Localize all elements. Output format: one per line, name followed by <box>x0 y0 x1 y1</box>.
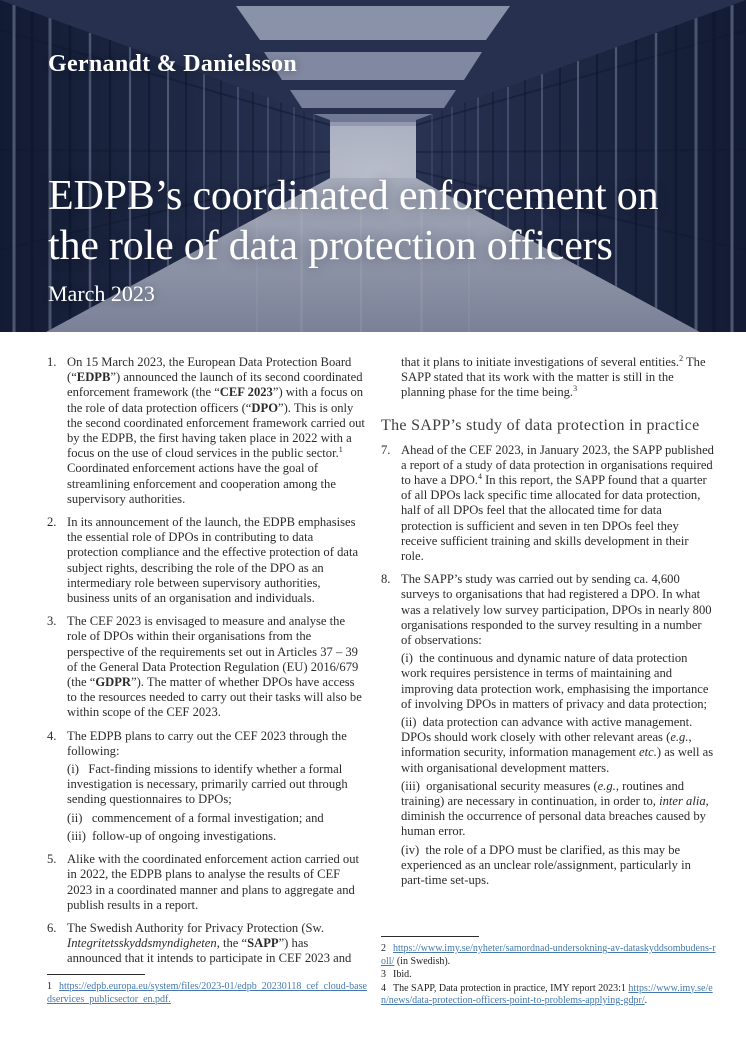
paragraph-subitem <box>401 779 714 840</box>
text-run: (iv) the role of a DPO must be clarified, as this may be experienced as an unclear role/assignment, particularly in part-time set-ups. <box>401 842 691 888</box>
paragraph-block <box>67 921 365 967</box>
footnotes-right <box>381 936 716 1009</box>
text-run: In its announcement of the launch, the EDPB emphasises the essential role of DPOs in contributing to data protection compliance and the effective protection of data subject rights, describing the role of the DPO as an intermediary role between supervisory authorities, business units of an organisation and individuals. <box>67 515 359 606</box>
text-run: , information security, information management <box>401 730 692 760</box>
text-run: . <box>644 995 648 1006</box>
paragraph-block <box>401 443 714 565</box>
paragraph-number: 4. <box>47 728 57 743</box>
text-run: Ahead of the CEF 2023, in January 2023, the SAPP published a report of a study of data protection in organisations required to have a DPO. <box>401 442 714 488</box>
footnote-number: 4 <box>381 982 386 994</box>
right-column <box>381 355 714 975</box>
text-run: The SAPP’s study was carried out by sending ca. 4,600 surveys to organisations that had registered a DPO. In what was a relatively low survey participation, DPOs in nearly 800 organisations responded to the survey resulting in a number of observations: <box>401 572 712 648</box>
text-run: (in Swedish). <box>394 955 451 967</box>
paragraph-text <box>67 355 365 507</box>
footnote-reference: 3 <box>573 384 578 394</box>
paragraph-number: 1. <box>47 355 57 369</box>
footnote-item <box>381 943 716 968</box>
text-run: In this report, the SAPP found that a quarter of all DPOs lack specific time allocated for data protection, half of all DPOs feel that the allocated time for data protection is sufficient and seven in ten DPOs feel they receive sufficient training and skills development in their role. <box>401 473 707 564</box>
paragraph-number: 5. <box>47 852 57 867</box>
numbered-paragraph <box>47 614 365 720</box>
paragraph-block <box>67 852 365 913</box>
text-run: Alike with the coordinated enforcement action carried out in 2022, the EDPB plans to analyse the results of CEF 2023 in a coordinated manner and plans to aggregate and publish results in a report. <box>67 852 359 912</box>
footnote-reference: 1 <box>338 445 343 455</box>
text-run: Integritetsskyddsmyndigheten <box>67 936 217 951</box>
numbered-paragraph <box>47 921 365 967</box>
numbered-paragraph <box>47 355 365 507</box>
paragraph-number: 6. <box>47 920 57 935</box>
text-run: that it plans to initiate investigations of several entities. <box>401 355 680 369</box>
numbered-paragraph <box>47 729 365 844</box>
text-run: e.g. <box>670 730 689 745</box>
paragraph-subitem <box>401 843 714 889</box>
article-body <box>47 355 714 975</box>
paragraph-block <box>401 572 714 648</box>
paragraph-subitem <box>67 829 365 844</box>
paragraph-subitem <box>67 762 365 808</box>
paragraph-number: 7. <box>381 442 391 457</box>
paragraph-text <box>67 921 365 967</box>
numbered-paragraph <box>47 515 365 606</box>
text-run: Ibid. <box>393 969 412 980</box>
footnote-number: 1 <box>47 981 52 992</box>
paragraph-text <box>67 614 365 720</box>
text-run: GDPR <box>95 675 132 690</box>
text-run: EDPB <box>76 370 111 385</box>
text-run: e.g. <box>597 778 616 793</box>
paragraph-number: 3. <box>47 614 57 629</box>
text-run: (i) the continuous and dynamic nature of data protection work requires persistence in terms of maintaining and improving data protection work, emphasising the importance of involving DPOs in matters of privacy and data protection; <box>401 651 709 711</box>
text-run: (iii) follow-up of ongoing investigations. <box>67 828 277 843</box>
text-run: SAPP <box>247 936 279 951</box>
text-run: etc. <box>639 745 657 760</box>
footnote-number: 2 <box>381 943 386 954</box>
text-run: , diminish the occurrence of personal data breaches caused by human error. <box>401 794 709 839</box>
paragraph-number: 2. <box>47 515 57 530</box>
text-run: ”). This is only the second coordinated enforcement framework carried out by the EDPB, the first having taken place in 2022 with a focus on the use of cloud services in the public sector. <box>67 400 365 461</box>
paragraph-number: 8. <box>381 572 391 587</box>
paragraph-subitem <box>67 811 365 826</box>
footnote-list-right <box>381 943 716 1008</box>
footnote-reference: 4 <box>477 471 482 481</box>
text-run: The Swedish Authority for Privacy Protection (Sw. <box>67 920 324 935</box>
text-run: The EDPB plans to carry out the CEF 2023 through the following: <box>67 728 347 758</box>
paragraph-number <box>381 355 401 401</box>
publication-date: March 2023 <box>48 281 155 306</box>
paragraph-text <box>401 443 714 565</box>
page-title <box>48 171 658 271</box>
text-run: The SAPP, Data protection in practice, IMY report 2023:1 <box>393 982 629 994</box>
paragraph-subitem <box>401 715 714 776</box>
numbered-paragraph <box>381 355 714 401</box>
text-run: The SAPP stated that its work with the matter is still in the planning phase for the time being. <box>401 355 706 400</box>
text-run: ) as well as with organisational development matters. <box>401 745 714 775</box>
text-run: (i) Fact-finding missions to identify whether a formal investigation is necessary, primarily carried out through sending questionnaires to DPOs; <box>67 762 348 807</box>
footnote-link[interactable]: https://edpb.europa.eu/system/files/2023-01/edpb_20230118_cef_cloud-basedservices_publicsector_en.pdf. <box>47 981 367 1005</box>
footnote-divider <box>381 936 479 937</box>
footnote-item <box>381 969 716 982</box>
footnote-link[interactable]: https://www.imy.se/en/news/data-protection-officers-point-to-problems-applying-gdpr/ <box>381 982 713 1006</box>
text-run: (iii) organisational security measures ( <box>401 778 598 793</box>
text-run: (ii) commencement of a formal investigation; and <box>67 810 324 825</box>
footnote-divider <box>47 974 145 975</box>
paragraph-block <box>67 515 365 606</box>
text-run: ”) with a focus on the role of data protection officers (“ <box>67 385 364 415</box>
text-run: inter alia <box>659 794 706 809</box>
footnote-item <box>47 981 369 1006</box>
text-run: ”) announced the launch of its second coordinated enforcement framework (the “ <box>67 370 363 400</box>
text-run: CEF 2023 <box>219 385 273 400</box>
page-title-line1: EDPB’s coordinated enforcement on <box>48 173 659 219</box>
footnote-link[interactable]: https://www.imy.se/nyheter/samordnad-undersokning-av-dataskyddsombudens-roll/ <box>381 943 716 967</box>
text-run: DPO <box>251 400 278 415</box>
footnote-list-left <box>47 981 369 1006</box>
text-run: The CEF 2023 is envisaged to measure and analyse the role of DPOs within their organisations from the perspective of the requirements set out in Articles 37 – 39 of the General Data Protection Regulation (EU) 2016/679 (the “ <box>67 614 359 690</box>
paragraph-text <box>67 729 365 844</box>
numbered-paragraph <box>47 852 365 913</box>
paragraph-text <box>401 572 714 888</box>
footnote-item <box>381 983 716 1008</box>
page-title-line2: the role of data protection officers <box>48 223 613 269</box>
footnote-reference: 2 <box>679 353 684 363</box>
paragraph-text <box>67 852 365 913</box>
text-run: , the “ <box>216 936 248 951</box>
footnotes-left <box>47 974 369 1007</box>
firm-logo: Gernandt & Danielsson <box>48 51 297 77</box>
paragraph-text <box>67 515 365 606</box>
paragraph-text <box>401 355 714 401</box>
numbered-paragraph <box>381 443 714 565</box>
text-run: On 15 March 2023, the European Data Protection Board (“ <box>67 355 352 385</box>
paragraph-block <box>401 355 714 401</box>
section-heading: The SAPP’s study of data protection in practice <box>381 416 700 434</box>
paragraph-block <box>67 355 365 507</box>
text-run: Coordinated enforcement actions have the goal of streamlining enforcement and cooperation among the supervisory authorities. <box>67 461 336 506</box>
left-column <box>47 355 365 975</box>
footnote-number: 3 <box>381 969 386 980</box>
numbered-paragraph <box>381 572 714 888</box>
paragraph-block <box>67 614 365 720</box>
text-run: (ii) data protection can advance with active management. DPOs should work closely with other relevant areas ( <box>401 715 693 745</box>
hero <box>0 0 746 332</box>
text-run: , routines and training) are necessary in continuation, in order to, <box>401 778 685 809</box>
paragraph-block <box>67 729 365 759</box>
text-run: ”) has announced that it intends to participate in CEF 2023 and <box>67 936 352 966</box>
text-run: ”). The matter of whether DPOs have access to the resources needed to carry out their tasks will also be within scope of the CEF 2023. <box>67 675 362 720</box>
paragraph-subitem <box>401 651 714 712</box>
